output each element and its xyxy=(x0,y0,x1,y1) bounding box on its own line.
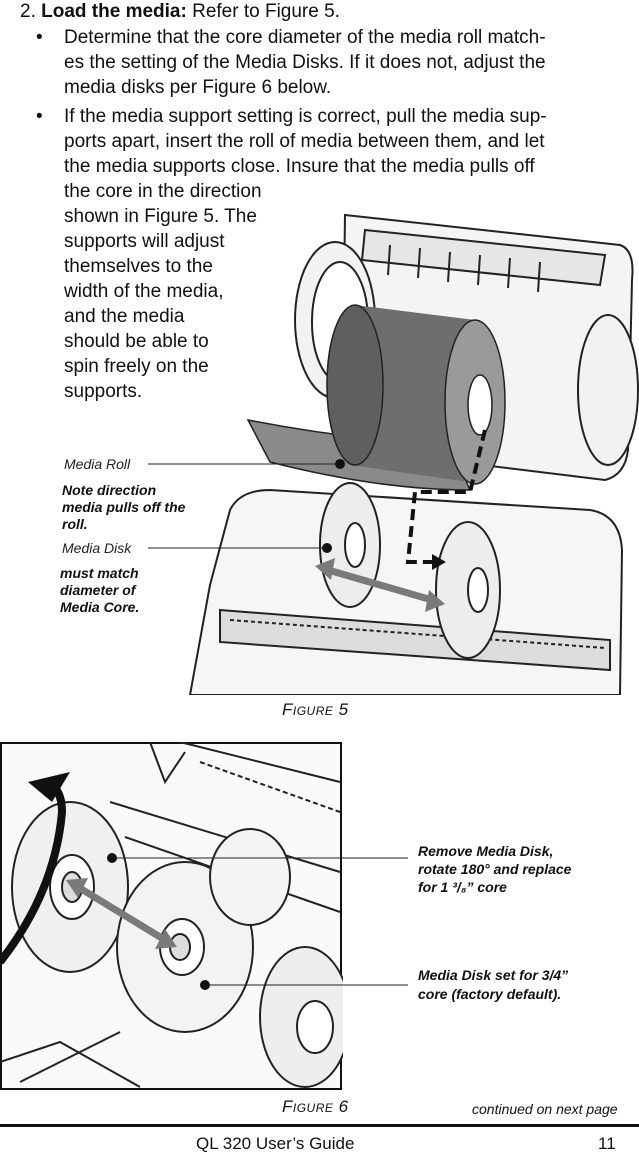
media-roll-note-line: media pulls off the xyxy=(62,499,186,515)
figure-5-caption: Figure 5 xyxy=(282,700,349,719)
media-disk-label: Media Disk xyxy=(62,540,132,556)
narrow-line: shown in Figure 5. The xyxy=(64,206,257,227)
bullet-2-line-2: ports apart, insert the roll of media between them, and let xyxy=(64,131,545,152)
bullet-1-line-1: Determine that the core diameter of the media roll match- xyxy=(64,27,546,48)
bullet-2-line-1: If the media support setting is correct, pull the media sup- xyxy=(64,106,547,127)
figure-6-caption: Figure 6 xyxy=(282,1097,349,1116)
step-title: Load the media: xyxy=(41,1,187,22)
callout-remove-disk-line: rotate 180° and replace xyxy=(418,861,572,877)
media-disk-note-line: Media Core. xyxy=(60,599,140,615)
narrow-line: spin freely on the xyxy=(64,356,209,377)
media-roll-note-line: roll. xyxy=(62,516,88,532)
media-disk-note-line: diameter of xyxy=(60,582,136,598)
narrow-line: supports. xyxy=(64,381,143,402)
callout-remove-disk-line: Remove Media Disk, xyxy=(418,843,554,859)
bullet-marker: • xyxy=(36,27,43,48)
footer-title: QL 320 User’s Guide xyxy=(196,1134,355,1153)
media-disk-note-line: must match xyxy=(60,565,139,581)
media-roll-note-line: Note direction xyxy=(62,482,157,498)
callout-default-disk-line: Media Disk set for 3/4” xyxy=(418,967,569,983)
callout-default-disk-line: core (factory default). xyxy=(418,986,562,1002)
callout-remove-disk-line: for 1 ³/₈” core xyxy=(418,879,507,895)
step-text: Refer to Figure 5. xyxy=(192,1,340,22)
page-number: 11 xyxy=(598,1134,616,1153)
narrow-line: width of the media, xyxy=(64,281,224,302)
bullet-2-line-3: the media supports close. Insure that the media pulls off xyxy=(64,156,535,177)
bullet-1-line-2: es the setting of the Media Disks. If it does not, adjust the xyxy=(64,52,546,73)
narrow-line: supports will adjust xyxy=(64,231,225,252)
bullet-marker: • xyxy=(36,106,43,127)
bullet-1-line-3: media disks per Figure 6 below. xyxy=(64,77,332,98)
narrow-line: themselves to the xyxy=(64,256,213,277)
continued-note: continued on next page xyxy=(472,1101,618,1117)
step-number: 2. xyxy=(20,1,36,22)
narrow-line: and the media xyxy=(64,306,185,327)
media-roll-label: Media Roll xyxy=(64,456,131,472)
footer-rule xyxy=(0,1124,639,1127)
narrow-line: should be able to xyxy=(64,331,209,352)
narrow-line: the core in the direction xyxy=(64,181,262,202)
